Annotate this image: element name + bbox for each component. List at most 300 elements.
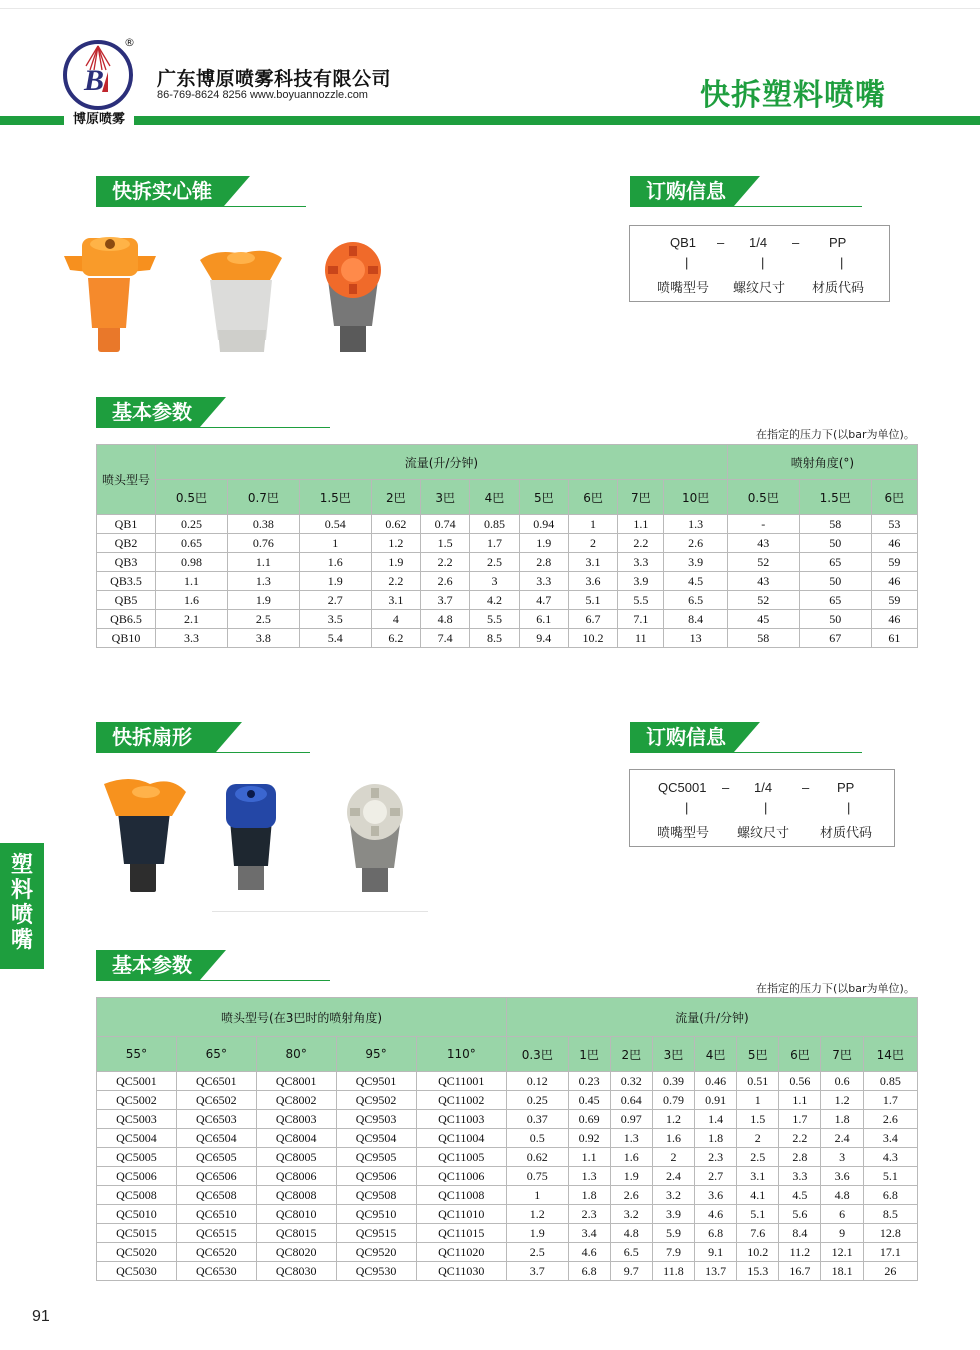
- order-part-model: QB1: [670, 235, 697, 250]
- company-name: 广东博原喷雾科技有限公司: [157, 68, 392, 90]
- value-cell: 17.1: [863, 1243, 917, 1262]
- value-cell: 3.3: [156, 629, 228, 648]
- value-cell: 0.39: [652, 1072, 694, 1091]
- model-cell: QC9506: [336, 1167, 416, 1186]
- table-row: [97, 610, 918, 629]
- logo-letter: B: [84, 64, 105, 97]
- order-part-thread: 1/4: [754, 780, 773, 795]
- model-cell: QC5001: [97, 1072, 177, 1091]
- model-cell: QC11001: [416, 1072, 507, 1091]
- table-header-pressure: 14巴: [863, 1037, 917, 1072]
- order-part-material: PP: [837, 780, 855, 795]
- value-cell: 1: [507, 1186, 569, 1205]
- value-cell: 5.1: [863, 1167, 917, 1186]
- value-cell: 10.2: [568, 629, 617, 648]
- model-cell: QC8010: [256, 1205, 336, 1224]
- model-cell: QC11002: [416, 1091, 507, 1110]
- value-cell: 1: [737, 1091, 779, 1110]
- table-row: [97, 591, 918, 610]
- table-header-angle: 65°: [176, 1037, 256, 1072]
- value-cell: 3.1: [371, 591, 420, 610]
- value-cell: 2.2: [618, 534, 664, 553]
- value-cell: 7.9: [652, 1243, 694, 1262]
- value-cell: 2.6: [610, 1186, 652, 1205]
- order-bar: |: [840, 255, 844, 270]
- order-info-title-text: 订购信息: [630, 176, 734, 206]
- table-header-pressure: 3巴: [421, 480, 470, 515]
- model-cell: QB5: [97, 591, 156, 610]
- value-cell: 3.5: [299, 610, 371, 629]
- table-header-angle-pressure: 6巴: [871, 480, 917, 515]
- value-cell: 0.6: [821, 1072, 863, 1091]
- model-cell: QB2: [97, 534, 156, 553]
- table-row: [97, 515, 918, 534]
- model-cell: QC9520: [336, 1243, 416, 1262]
- model-cell: QC9515: [336, 1224, 416, 1243]
- value-cell: 5.6: [779, 1205, 821, 1224]
- order-label-model: 喷嘴型号: [657, 826, 710, 841]
- top-rule: [0, 8, 980, 9]
- table-header-pressure: 5巴: [737, 1037, 779, 1072]
- model-cell: QC6530: [176, 1262, 256, 1281]
- value-cell: 3.9: [664, 553, 727, 572]
- value-cell: 6.8: [568, 1262, 610, 1281]
- table-header-pressure: 6巴: [779, 1037, 821, 1072]
- table-header-flow: 流量(升/分钟): [507, 998, 918, 1037]
- value-cell: 65: [799, 591, 871, 610]
- value-cell: 67: [799, 629, 871, 648]
- value-cell: 3.1: [568, 553, 617, 572]
- value-cell: 11.8: [652, 1262, 694, 1281]
- value-cell: 0.46: [695, 1072, 737, 1091]
- value-cell: 1.6: [156, 591, 228, 610]
- value-cell: 1.8: [821, 1110, 863, 1129]
- model-cell: QB1: [97, 515, 156, 534]
- pressure-note-1: 在指定的压力下(以bar为单位)。: [756, 428, 915, 441]
- model-cell: QC6515: [176, 1224, 256, 1243]
- model-cell: QC11020: [416, 1243, 507, 1262]
- value-cell: 2.5: [470, 553, 519, 572]
- value-cell: 3.9: [618, 572, 664, 591]
- model-cell: QC8005: [256, 1148, 336, 1167]
- value-cell: 2.8: [519, 553, 568, 572]
- table-header-pressure: 1.5巴: [299, 480, 371, 515]
- company-contact: 86-769-8624 8256 www.boyuannozzle.com: [157, 89, 368, 101]
- value-cell: 2.3: [695, 1148, 737, 1167]
- value-cell: 5.9: [652, 1224, 694, 1243]
- value-cell: 9.7: [610, 1262, 652, 1281]
- value-cell: 6.8: [863, 1186, 917, 1205]
- model-cell: QC5010: [97, 1205, 177, 1224]
- value-cell: 2.3: [568, 1205, 610, 1224]
- order-dash: –: [792, 235, 800, 250]
- table-header-pressure: 0.5巴: [156, 480, 228, 515]
- value-cell: 3.6: [568, 572, 617, 591]
- value-cell: 1.9: [299, 572, 371, 591]
- model-cell: QC5008: [97, 1186, 177, 1205]
- value-cell: 0.79: [652, 1091, 694, 1110]
- value-cell: 4.8: [610, 1224, 652, 1243]
- order-info-box-1: [629, 225, 890, 302]
- table-header-angle: 80°: [256, 1037, 336, 1072]
- model-cell: QC9505: [336, 1148, 416, 1167]
- value-cell: 43: [727, 534, 799, 553]
- value-cell: 0.92: [568, 1129, 610, 1148]
- value-cell: 6.5: [664, 591, 727, 610]
- value-cell: 3.2: [610, 1205, 652, 1224]
- value-cell: 1.7: [863, 1091, 917, 1110]
- value-cell: 3.4: [863, 1129, 917, 1148]
- value-cell: 1.3: [227, 572, 299, 591]
- section-title-text: 快拆实心锥: [96, 176, 224, 206]
- value-cell: 1.5: [737, 1110, 779, 1129]
- section-title-params-2: [96, 950, 330, 982]
- model-cell: QC5020: [97, 1243, 177, 1262]
- model-cell: QC9504: [336, 1129, 416, 1148]
- value-cell: 26: [863, 1262, 917, 1281]
- table-row: [97, 1129, 918, 1148]
- pressure-note-2: 在指定的压力下(以bar为单位)。: [756, 982, 915, 995]
- table-row: [97, 1072, 918, 1091]
- order-label-material: 材质代码: [820, 826, 873, 841]
- model-cell: QC6506: [176, 1167, 256, 1186]
- value-cell: 7.6: [737, 1224, 779, 1243]
- value-cell: 3.7: [507, 1262, 569, 1281]
- value-cell: 1.1: [779, 1091, 821, 1110]
- value-cell: 46: [871, 534, 917, 553]
- value-cell: 4.3: [863, 1148, 917, 1167]
- value-cell: 18.1: [821, 1262, 863, 1281]
- value-cell: 46: [871, 572, 917, 591]
- table-header-pressure: 7巴: [618, 480, 664, 515]
- value-cell: 1: [568, 515, 617, 534]
- value-cell: 16.7: [779, 1262, 821, 1281]
- value-cell: 0.65: [156, 534, 228, 553]
- value-cell: 3: [470, 572, 519, 591]
- value-cell: 0.85: [863, 1072, 917, 1091]
- value-cell: 3.8: [227, 629, 299, 648]
- model-cell: QC6503: [176, 1110, 256, 1129]
- value-cell: 53: [871, 515, 917, 534]
- order-bar: |: [761, 255, 765, 270]
- value-cell: 52: [727, 591, 799, 610]
- order-part-thread: 1/4: [749, 235, 768, 250]
- model-cell: QC8006: [256, 1167, 336, 1186]
- model-cell: QC8030: [256, 1262, 336, 1281]
- value-cell: 3.6: [821, 1167, 863, 1186]
- value-cell: 3.3: [779, 1167, 821, 1186]
- order-part-material: PP: [829, 235, 847, 250]
- value-cell: 4.2: [470, 591, 519, 610]
- model-cell: QC5015: [97, 1224, 177, 1243]
- side-tab-char: 喷: [10, 903, 33, 928]
- params-title-text: 基本参数: [96, 397, 200, 427]
- model-cell: QB6.5: [97, 610, 156, 629]
- value-cell: 13.7: [695, 1262, 737, 1281]
- value-cell: 3.4: [568, 1224, 610, 1243]
- table-row: [97, 572, 918, 591]
- section-title-text: 快拆扇形: [96, 722, 216, 752]
- order-label-model: 喷嘴型号: [657, 281, 710, 296]
- nozzle-image-qb-gray: [318, 240, 388, 360]
- order-dash: –: [802, 780, 810, 795]
- value-cell: -: [727, 515, 799, 534]
- nozzle-image-qc-orange: [100, 772, 190, 902]
- value-cell: 1: [299, 534, 371, 553]
- model-cell: QC9508: [336, 1186, 416, 1205]
- table-row: [97, 553, 918, 572]
- value-cell: 2: [737, 1129, 779, 1148]
- value-cell: 1.1: [156, 572, 228, 591]
- value-cell: 6.7: [568, 610, 617, 629]
- order-info-box-2: [629, 769, 895, 847]
- spec-table-solid-cone: [96, 444, 918, 648]
- model-cell: QC11005: [416, 1148, 507, 1167]
- value-cell: 0.97: [610, 1110, 652, 1129]
- value-cell: 1.9: [610, 1167, 652, 1186]
- value-cell: 1.6: [652, 1129, 694, 1148]
- value-cell: 45: [727, 610, 799, 629]
- value-cell: 1.9: [519, 534, 568, 553]
- model-cell: QC8020: [256, 1243, 336, 1262]
- value-cell: 2.6: [421, 572, 470, 591]
- model-cell: QC8003: [256, 1110, 336, 1129]
- value-cell: 1.9: [227, 591, 299, 610]
- table-header-pressure: 1巴: [568, 1037, 610, 1072]
- value-cell: 12.8: [863, 1224, 917, 1243]
- model-cell: QC9501: [336, 1072, 416, 1091]
- value-cell: 0.74: [421, 515, 470, 534]
- value-cell: 4.7: [519, 591, 568, 610]
- value-cell: 0.85: [470, 515, 519, 534]
- order-bar: |: [764, 800, 768, 815]
- model-cell: QC6501: [176, 1072, 256, 1091]
- value-cell: 5.4: [299, 629, 371, 648]
- value-cell: 10.2: [737, 1243, 779, 1262]
- value-cell: 1.6: [610, 1148, 652, 1167]
- value-cell: 3.1: [737, 1167, 779, 1186]
- table-row: [97, 1243, 918, 1262]
- value-cell: 65: [799, 553, 871, 572]
- value-cell: 5.1: [568, 591, 617, 610]
- value-cell: 2.2: [371, 572, 420, 591]
- value-cell: 59: [871, 553, 917, 572]
- value-cell: 4.6: [695, 1205, 737, 1224]
- table-header-pressure: 7巴: [821, 1037, 863, 1072]
- model-cell: QC5003: [97, 1110, 177, 1129]
- value-cell: 1.9: [371, 553, 420, 572]
- side-tab-char: 塑: [10, 853, 33, 878]
- model-cell: QC6502: [176, 1091, 256, 1110]
- order-bar: |: [685, 255, 689, 270]
- value-cell: 0.69: [568, 1110, 610, 1129]
- value-cell: 0.94: [519, 515, 568, 534]
- spec-table-flat-fan: [96, 997, 918, 1281]
- order-bar: |: [847, 800, 851, 815]
- model-cell: QC9510: [336, 1205, 416, 1224]
- value-cell: 0.54: [299, 515, 371, 534]
- value-cell: 5.1: [737, 1205, 779, 1224]
- value-cell: 1.2: [821, 1091, 863, 1110]
- table-header-pressure: 0.7巴: [227, 480, 299, 515]
- table-header-pressure: 4巴: [470, 480, 519, 515]
- value-cell: 3.6: [695, 1186, 737, 1205]
- value-cell: 59: [871, 591, 917, 610]
- section-title-params-1: [96, 397, 330, 429]
- nozzle-image-qc-blue: [216, 776, 286, 896]
- value-cell: 0.51: [737, 1072, 779, 1091]
- value-cell: 7.4: [421, 629, 470, 648]
- value-cell: 0.56: [779, 1072, 821, 1091]
- model-cell: QC9530: [336, 1262, 416, 1281]
- order-label-thread: 螺纹尺寸: [737, 826, 790, 841]
- model-cell: QC8001: [256, 1072, 336, 1091]
- value-cell: 5.5: [618, 591, 664, 610]
- value-cell: 58: [727, 629, 799, 648]
- value-cell: 6.5: [610, 1243, 652, 1262]
- value-cell: 0.12: [507, 1072, 569, 1091]
- nozzle-image-qc-gray: [330, 780, 420, 900]
- value-cell: 2.7: [299, 591, 371, 610]
- value-cell: 3.2: [652, 1186, 694, 1205]
- order-dash: –: [717, 235, 725, 250]
- model-cell: QC8004: [256, 1129, 336, 1148]
- value-cell: 13: [664, 629, 727, 648]
- order-info-title-2: [630, 722, 862, 754]
- value-cell: 2.5: [227, 610, 299, 629]
- value-cell: 1.8: [695, 1129, 737, 1148]
- value-cell: 2.2: [779, 1129, 821, 1148]
- value-cell: 1.3: [664, 515, 727, 534]
- table-header-model: 喷头型号(在3巴时的喷射角度): [97, 998, 507, 1037]
- order-dash: –: [722, 780, 730, 795]
- model-cell: QC11004: [416, 1129, 507, 1148]
- table-header-flow: 流量(升/分钟): [156, 445, 728, 480]
- table-row: [97, 1167, 918, 1186]
- order-part-model: QC5001: [658, 780, 707, 795]
- value-cell: 0.37: [507, 1110, 569, 1129]
- value-cell: 1.4: [695, 1110, 737, 1129]
- value-cell: 1.8: [568, 1186, 610, 1205]
- value-cell: 2: [568, 534, 617, 553]
- logo-text: 博原喷雾: [64, 110, 134, 130]
- order-label-material: 材质代码: [812, 281, 865, 296]
- value-cell: 0.62: [507, 1148, 569, 1167]
- value-cell: 50: [799, 572, 871, 591]
- order-label-thread: 螺纹尺寸: [733, 281, 786, 296]
- value-cell: 50: [799, 610, 871, 629]
- table-header-pressure: 2巴: [371, 480, 420, 515]
- value-cell: 1.3: [568, 1167, 610, 1186]
- value-cell: 8.4: [664, 610, 727, 629]
- value-cell: 4: [371, 610, 420, 629]
- value-cell: 1.7: [470, 534, 519, 553]
- table-row: [97, 1110, 918, 1129]
- value-cell: 0.91: [695, 1091, 737, 1110]
- model-cell: QC9502: [336, 1091, 416, 1110]
- value-cell: 1.1: [618, 515, 664, 534]
- value-cell: 2.5: [737, 1148, 779, 1167]
- model-cell: QC8002: [256, 1091, 336, 1110]
- value-cell: 9.1: [695, 1243, 737, 1262]
- value-cell: 3.7: [421, 591, 470, 610]
- side-tab-char: 嘴: [10, 928, 33, 953]
- value-cell: 3.3: [618, 553, 664, 572]
- model-cell: QC6520: [176, 1243, 256, 1262]
- model-cell: QB10: [97, 629, 156, 648]
- table-header-pressure: 6巴: [568, 480, 617, 515]
- value-cell: 2.1: [156, 610, 228, 629]
- value-cell: 8.5: [470, 629, 519, 648]
- table-header-angle: 110°: [416, 1037, 507, 1072]
- nozzle-image-qb-orange: [60, 228, 160, 358]
- value-cell: 2.2: [421, 553, 470, 572]
- header-green-bar: [0, 116, 980, 125]
- model-cell: QC8015: [256, 1224, 336, 1243]
- model-cell: QC6505: [176, 1148, 256, 1167]
- page-title: 快拆塑料喷嘴: [700, 78, 886, 113]
- value-cell: 0.45: [568, 1091, 610, 1110]
- model-cell: QC5030: [97, 1262, 177, 1281]
- value-cell: 2.6: [863, 1110, 917, 1129]
- model-cell: QC6508: [176, 1186, 256, 1205]
- value-cell: 2: [652, 1148, 694, 1167]
- value-cell: 1.1: [227, 553, 299, 572]
- table-row: [97, 1224, 918, 1243]
- table-row: [97, 534, 918, 553]
- section-title-flat-fan: [96, 722, 310, 754]
- model-cell: QB3: [97, 553, 156, 572]
- nozzle-image-qb-white: [196, 240, 286, 360]
- table-row: [97, 1205, 918, 1224]
- model-cell: QC6504: [176, 1129, 256, 1148]
- value-cell: 3: [821, 1148, 863, 1167]
- table-header-angle-pressure: 0.5巴: [727, 480, 799, 515]
- value-cell: 50: [799, 534, 871, 553]
- page-number: 91: [32, 1308, 50, 1325]
- model-cell: QC11008: [416, 1186, 507, 1205]
- params-title-text: 基本参数: [96, 950, 200, 980]
- table-header-angle: 喷射角度(°): [727, 445, 917, 480]
- value-cell: 2.7: [695, 1167, 737, 1186]
- value-cell: 1.9: [507, 1224, 569, 1243]
- value-cell: 4.5: [779, 1186, 821, 1205]
- table-header-angle-pressure: 1.5巴: [799, 480, 871, 515]
- value-cell: 6.2: [371, 629, 420, 648]
- value-cell: 46: [871, 610, 917, 629]
- value-cell: 11: [618, 629, 664, 648]
- value-cell: 0.32: [610, 1072, 652, 1091]
- model-cell: QC11015: [416, 1224, 507, 1243]
- order-info-title-1: [630, 176, 862, 208]
- value-cell: 3.9: [652, 1205, 694, 1224]
- value-cell: 4.6: [568, 1243, 610, 1262]
- value-cell: 61: [871, 629, 917, 648]
- table-row: [97, 1262, 918, 1281]
- value-cell: 8.5: [863, 1205, 917, 1224]
- model-cell: QC11010: [416, 1205, 507, 1224]
- value-cell: 1.5: [421, 534, 470, 553]
- table-row: [97, 1186, 918, 1205]
- value-cell: 0.25: [156, 515, 228, 534]
- model-cell: QC5005: [97, 1148, 177, 1167]
- value-cell: 9: [821, 1224, 863, 1243]
- value-cell: 0.62: [371, 515, 420, 534]
- order-bar: |: [685, 800, 689, 815]
- value-cell: 0.38: [227, 515, 299, 534]
- value-cell: 1.2: [507, 1205, 569, 1224]
- value-cell: 1.6: [299, 553, 371, 572]
